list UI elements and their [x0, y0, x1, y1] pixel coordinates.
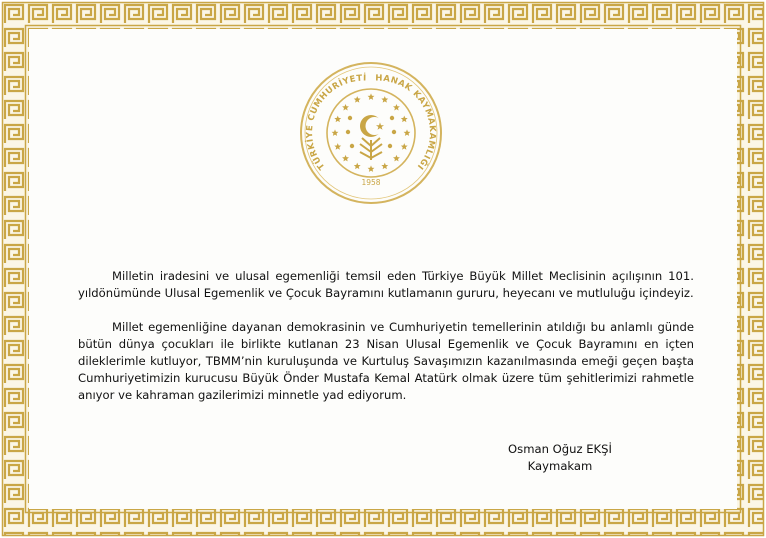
seal-star-icon: [368, 93, 375, 100]
seal-star-icon: [354, 96, 361, 103]
signatory-name: Osman Oğuz EKŞİ: [508, 442, 612, 456]
seal-text-right: HANAK KAYMAKAMLIĞI: [375, 73, 438, 172]
seal-star-icon: [381, 163, 388, 170]
seal-star-icon: [334, 143, 341, 150]
seal-text-left: TÜRKİYE CUMHURİYETİ: [304, 73, 367, 172]
seal-star-icon: [381, 96, 388, 103]
letter-body: [78, 268, 694, 421]
seal-star-icon: [354, 163, 361, 170]
paragraph-1: Milletin iradesini ve ulusal egemenliği temsil eden Türkiye Büyük Millet Meclisinin açılışının 101. yıldönümünde Ulusal Egemenlik ve Çocuk Bayramını kutlamanın gururu, heyecanı ve mutluluğu içindeyiz.: [78, 269, 694, 300]
signatory-title: Kaymakam: [527, 459, 593, 473]
district-governorship-seal: [298, 60, 444, 206]
seal-star-icon: [342, 155, 349, 162]
seal-star-icon: [342, 104, 349, 111]
seal-year: 1958: [361, 178, 381, 187]
seal-star-icon: [404, 129, 411, 136]
svg-text:HANAK KAYMAKAMLIĞI: [375, 73, 437, 171]
seal-tree-icon: [360, 138, 382, 160]
seal-star-icon: [401, 116, 408, 123]
seal-emblem: [298, 60, 444, 206]
seal-star-icon: [401, 143, 408, 150]
seal-star-icon: [393, 104, 400, 111]
signature-block: [470, 441, 650, 475]
paragraph-2: Millet egemenliğine dayanan demokrasinin ve Cumhuriyetin temellerinin atıldığı bu anlamlı günde bütün dünya çocukları ile birlikte kutlanan 23 Nisan Ulusal Egemenlik ve Çocuk Bayramını en içten dileklerimle kutluyor, TBMM’nin kuruluşunda ve Kurtuluş Savaşımızın kazanılmasında emeği geçen başta Cumhuriyetimizin kurucusu Büyük Önder Mustafa Kemal Atatürk olmak üzere tüm şehitlerimizi rahmetle anıyor ve kahraman gazilerimizi minnetle yad ediyorum.: [78, 320, 694, 402]
seal-star-icon: [332, 129, 339, 136]
seal-star-icon: [334, 116, 341, 123]
seal-star-icon: [393, 155, 400, 162]
svg-text:TÜRKİYE CUMHURİYETİ: [304, 73, 367, 172]
seal-star-icon: [368, 165, 375, 172]
